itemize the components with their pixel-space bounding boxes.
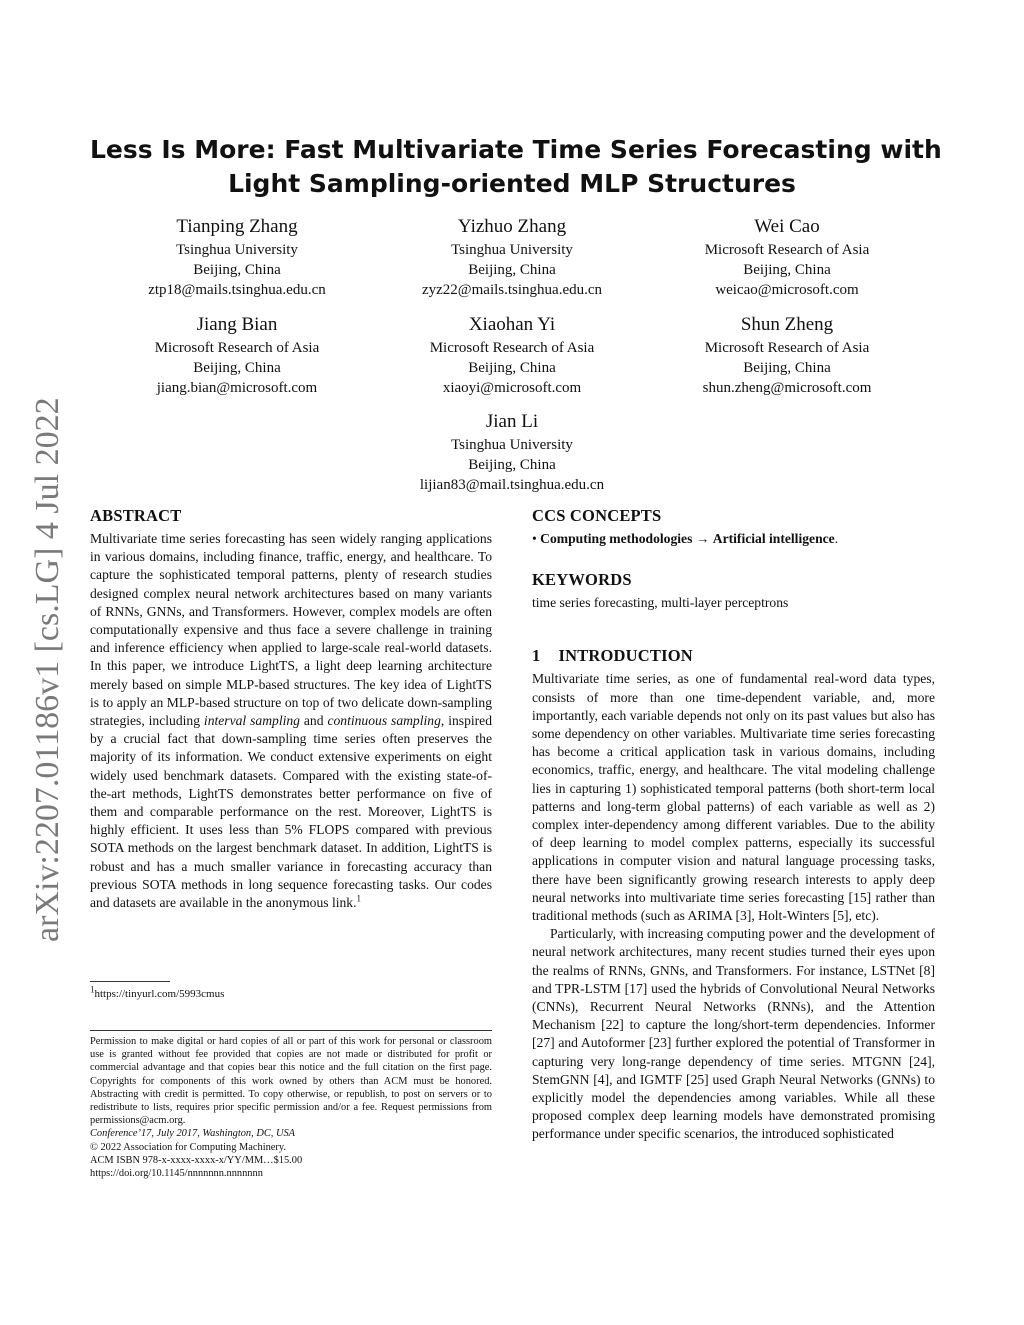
author-email: ztp18@mails.tsinghua.edu.cn [148, 282, 326, 298]
paper-title [90, 133, 942, 201]
intro-paragraph-1: Multivariate time series, as one of fundamental real-word data types, consists of more than one time-dependent variable, and, more importantly, each variable depends not only on its past values but also has some dependency on other variables. Multivariate time series forecasting has become a critical application task in various domains, including economics, traffic, energy, and healthcare. The vital modeling challenge lies in capturing 1) sophisticated temporal patterns (both short-term local patterns and long-term global patterns) of each variable as well as 2) complex inter-dependency among different variables. Due to the ability of deep learning to model complex patterns, especially its successful applications in computer vision and natural language processing tasks, there have been significantly growing research interests to apply deep neural networks into multivariate time series forecasting [15] rather than traditional methods (such as ARIMA [3], Holt-Winters [5], etc). [532, 671, 935, 924]
author-block [657, 215, 917, 300]
introduction-heading [532, 646, 935, 666]
author-name: Tianping Zhang [176, 216, 298, 237]
permission-block [90, 1035, 492, 1180]
author-block [382, 410, 642, 495]
author-affiliation: Microsoft Research of Asia [154, 340, 320, 356]
abstract-italic-continuous: continuous sampling [327, 713, 441, 729]
conference-line: Conference’17, July 2017, Washington, DC, USA [90, 1128, 295, 1140]
abstract-heading: ABSTRACT [90, 506, 182, 525]
footnote [90, 984, 225, 1001]
doi-link[interactable]: https://doi.org/10.1145/nnnnnnn.nnnnnnn [90, 1168, 263, 1180]
ccs-end: . [834, 531, 839, 546]
author-affiliation: Microsoft Research of Asia [429, 340, 595, 356]
author-email: zyz22@mails.tsinghua.edu.cn [421, 282, 603, 298]
author-location: Beijing, China [193, 360, 281, 376]
keywords-text: time series forecasting, multi-layer perceptrons [532, 595, 789, 611]
footnote-mark: 1 [90, 984, 95, 995]
footnote-link[interactable]: https://tinyurl.com/5993cmus [94, 988, 225, 1000]
abstract-text [90, 530, 492, 912]
author-affiliation: Microsoft Research of Asia [704, 242, 870, 258]
author-block [382, 313, 642, 398]
author-block [107, 215, 367, 300]
title-line-1: Less Is More: Fast Multivariate Time Series Forecasting with [90, 135, 942, 164]
abstract-italic-interval: interval sampling [203, 713, 300, 729]
ccs-bullet: • [532, 531, 537, 546]
author-block [657, 313, 917, 398]
author-location: Beijing, China [743, 360, 831, 376]
author-name: Wei Cao [754, 216, 820, 237]
permission-text: Permission to make digital or hard copies of all or part of this work for personal or classroom use is granted without fee provided that copies are not made or distributed for profit or commercial advantage and that copies bear this notice and the full citation on the first page. Copyrights for components of this work owned by others than ACM must be honored. Abstracting with credit is permitted. To copy otherwise, or republish, to post on servers or to redistribute to lists, requires prior specific permission and/or a fee. Request permissions from permissions@acm.org. [90, 1036, 492, 1127]
intro-paragraph-2: Particularly, with increasing computing power and the development of neural network architectures, many recent studies turned their eyes upon the realms of RNNs, GNNs, and Transformers. For instance, LSTNet [8] and TPR-LSTM [17] used the hybrids of Convolutional Neural Networks (CNNs), Recurrent Neural Networks (RNNs), and the Attention Mechanism [22] to capture the long/short-term dependencies. Informer [27] and Autoformer [23] further explored the potential of Transformer in capturing very long-range dependency of time series. MTGNN [24], StemGNN [4], and IGMTF [25] used Graph Neural Networks (GNNs) to explicitly model the dependencies among variables. While all these proposed complex deep learning models have demonstrated promising performance under specific scenarios, the introduced sophisticated [532, 926, 935, 1142]
author-affiliation: Tsinghua University [451, 242, 573, 258]
right-column [532, 506, 935, 1144]
author-name: Yizhuo Zhang [457, 216, 567, 237]
author-name: Jiang Bian [196, 314, 278, 335]
ccs-arrow: → [695, 531, 710, 546]
author-location: Beijing, China [468, 360, 556, 376]
permission-divider [90, 1030, 492, 1031]
author-affiliation: Microsoft Research of Asia [704, 340, 870, 356]
author-block [107, 313, 367, 398]
abstract-text-part3: , inspired by a crucial fact that down-sampling time series often preserves the majority of its information. We conduct extensive experiments on eight widely used benchmark datasets. Compared with the existing state-of-the-art methods, LightTS demonstrates better performance on five of them and comparable performance on the rest. Moreover, LightTS is highly efficient. It uses less than 5% FLOPS compared with previous SOTA methods on the largest benchmark dataset. In addition, LightTS is robust and has a much smaller variance in forecasting accuracy than previous SOTA methods in long sequence forecasting tasks. Our codes and datasets are available in the anonymous link. [90, 713, 493, 911]
author-affiliation: Tsinghua University [176, 242, 298, 258]
abstract-footnote-mark: 1 [356, 893, 362, 904]
author-name: Xiaohan Yi [468, 314, 556, 335]
author-block [382, 215, 642, 300]
author-location: Beijing, China [468, 457, 556, 473]
abstract-text-part1: Multivariate time series forecasting has seen widely ranging applications in various domains, including finance, traffic, energy, and healthcare. To capture the sophisticated temporal patterns, plenty of research studies designed complex neural network architectures based on many variants of RNNs, GNNs, and Transformers. However, complex models are often computationally expensive and thus face a severe challenge in training and inference efficiency when applied to large-scale real-world datasets. In this paper, we introduce LightTS, a light deep learning architecture merely based on simple MLP-based structures. The key idea of LightTS is to apply an MLP-based structure on top of two delicate down-sampling strategies, including [90, 531, 492, 729]
keywords-heading: KEYWORDS [532, 570, 632, 590]
author-email: weicao@microsoft.com [715, 282, 859, 298]
left-column [90, 506, 492, 912]
arxiv-stamp: arXiv:2207.01186v1 [cs.LG] 4 Jul 2022 [29, 397, 66, 943]
author-location: Beijing, China [468, 262, 556, 278]
ccs-concept-2: Artificial intelligence [712, 531, 835, 546]
footnote-divider [90, 981, 170, 982]
isbn-line: ACM ISBN 978-x-xxxx-xxxx-x/YY/MM…$15.00 [90, 1154, 303, 1166]
author-email: lijian83@mail.tsinghua.edu.cn [419, 477, 605, 493]
author-name: Shun Zheng [740, 314, 834, 335]
copyright-line: © 2022 Association for Computing Machinery. [90, 1141, 286, 1153]
ccs-heading: CCS CONCEPTS [532, 506, 662, 525]
ccs-concept-1: Computing methodologies [540, 531, 693, 546]
author-email: xiaoyi@microsoft.com [442, 380, 582, 396]
ccs-concepts-text [532, 530, 935, 548]
author-affiliation: Tsinghua University [451, 437, 573, 453]
author-email: jiang.bian@microsoft.com [156, 380, 318, 396]
author-location: Beijing, China [743, 262, 831, 278]
section-title: INTRODUCTION [558, 646, 693, 666]
abstract-text-part2: and [299, 713, 328, 729]
author-location: Beijing, China [193, 262, 281, 278]
section-number: 1 [532, 646, 541, 666]
author-name: Jian Li [485, 411, 539, 432]
author-email: shun.zheng@microsoft.com [702, 380, 872, 396]
title-line-2: Light Sampling-oriented MLP Structures [228, 169, 796, 198]
